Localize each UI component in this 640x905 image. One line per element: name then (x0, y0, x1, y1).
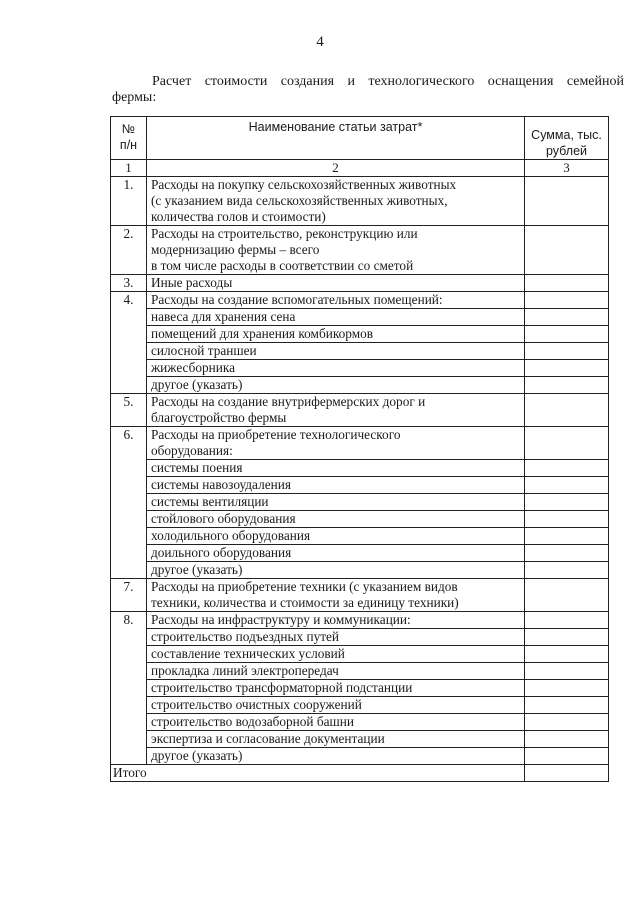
table-subrow (111, 511, 609, 528)
table-row (111, 292, 609, 309)
subrow-name: строительство водозаборной башни (147, 714, 525, 731)
row-sum-cell[interactable] (525, 579, 609, 612)
row-sum-cell[interactable] (525, 226, 609, 275)
table-subrow (111, 562, 609, 579)
subrow-name: системы вентиляции (147, 494, 525, 511)
index-cell-2: 2 (147, 160, 525, 177)
row-name-line: благоустройство фермы (151, 410, 287, 425)
subrow-name: системы навозоудаления (147, 477, 525, 494)
table-subrow (111, 748, 609, 765)
subrow-sum-cell[interactable] (525, 629, 609, 646)
subrow-sum-cell[interactable] (525, 343, 609, 360)
subrow-sum-cell[interactable] (525, 663, 609, 680)
header-name: Наименование статьи затрат* (147, 117, 525, 160)
row-sum-cell[interactable] (525, 394, 609, 427)
row-number: 6. (111, 427, 147, 579)
table-subrow (111, 663, 609, 680)
subrow-sum-cell[interactable] (525, 511, 609, 528)
subrow-name: строительство подъездных путей (147, 629, 525, 646)
table-row (111, 394, 609, 427)
subrow-sum-cell[interactable] (525, 326, 609, 343)
row-number: 7. (111, 579, 147, 612)
intro-line-2: фермы: (112, 90, 157, 105)
table-subrow (111, 731, 609, 748)
row-number: 2. (111, 226, 147, 275)
subrow-name: холодильного оборудования (147, 528, 525, 545)
row-name-line: Расходы на строительство, реконструкцию или (151, 226, 418, 241)
row-sum-cell[interactable] (525, 612, 609, 629)
table-subrow (111, 377, 609, 394)
row-name-line: техники, количества и стоимости за единицу техники) (151, 595, 459, 610)
subrow-sum-cell[interactable] (525, 377, 609, 394)
header-sum: Сумма, тыс. рублей (525, 117, 609, 160)
row-name (147, 394, 525, 427)
total-label: Итого (111, 765, 525, 782)
subrow-name: помещений для хранения комбикормов (147, 326, 525, 343)
row-name-line: в том числе расходы в соответствии со сметой (151, 258, 414, 273)
subrow-sum-cell[interactable] (525, 528, 609, 545)
row-name-line: Расходы на инфраструктуру и коммуникации: (151, 612, 411, 627)
row-name (147, 292, 525, 309)
row-sum-cell[interactable] (525, 427, 609, 460)
row-sum-cell[interactable] (525, 275, 609, 292)
table-subrow (111, 343, 609, 360)
row-number: 5. (111, 394, 147, 427)
table-subrow (111, 309, 609, 326)
subrow-sum-cell[interactable] (525, 731, 609, 748)
row-name (147, 427, 525, 460)
row-name (147, 177, 525, 226)
subrow-sum-cell[interactable] (525, 646, 609, 663)
table-subrow (111, 629, 609, 646)
total-row (111, 765, 609, 782)
total-sum-cell[interactable] (525, 765, 609, 782)
table-subrow (111, 477, 609, 494)
row-number: 1. (111, 177, 147, 226)
subrow-sum-cell[interactable] (525, 562, 609, 579)
table-subrow (111, 326, 609, 343)
subrow-name: строительство очистных сооружений (147, 697, 525, 714)
subrow-sum-cell[interactable] (525, 460, 609, 477)
table-subrow (111, 646, 609, 663)
intro-text (112, 74, 624, 106)
table-index-row (111, 160, 609, 177)
subrow-name: доильного оборудования (147, 545, 525, 562)
table-subrow (111, 545, 609, 562)
row-name-line: модернизацию фермы – всего (151, 242, 320, 257)
subrow-sum-cell[interactable] (525, 714, 609, 731)
subrow-name: другое (указать) (147, 748, 525, 765)
subrow-sum-cell[interactable] (525, 309, 609, 326)
subrow-name: составление технических условий (147, 646, 525, 663)
index-cell-1: 1 (111, 160, 147, 177)
row-sum-cell[interactable] (525, 177, 609, 226)
table-row (111, 275, 609, 292)
table-header-row (111, 117, 609, 160)
subrow-sum-cell[interactable] (525, 494, 609, 511)
subrow-name: системы поения (147, 460, 525, 477)
subrow-sum-cell[interactable] (525, 360, 609, 377)
row-name-line: оборудования: (151, 443, 233, 458)
table-subrow (111, 494, 609, 511)
row-name-line: (с указанием вида сельскохозяйственных животных, (151, 193, 448, 208)
row-name (147, 226, 525, 275)
table-subrow (111, 680, 609, 697)
subrow-sum-cell[interactable] (525, 477, 609, 494)
row-number: 4. (111, 292, 147, 394)
row-name-line: Иные расходы (151, 275, 233, 290)
row-name-line: Расходы на создание внутрифермерских дорог и (151, 394, 426, 409)
row-name (147, 612, 525, 629)
header-num: № п/н (111, 117, 147, 160)
table-subrow (111, 714, 609, 731)
subrow-name: навеса для хранения сена (147, 309, 525, 326)
page-number: 4 (316, 34, 324, 50)
cost-table (110, 116, 609, 782)
subrow-sum-cell[interactable] (525, 680, 609, 697)
subrow-name: другое (указать) (147, 377, 525, 394)
subrow-name: строительство трансформаторной подстанции (147, 680, 525, 697)
table-row (111, 427, 609, 460)
subrow-name: жижесборника (147, 360, 525, 377)
table-subrow (111, 360, 609, 377)
index-cell-3: 3 (525, 160, 609, 177)
subrow-name: стойлового оборудования (147, 511, 525, 528)
subrow-name: экспертиза и согласование документации (147, 731, 525, 748)
row-sum-cell[interactable] (525, 292, 609, 309)
row-name (147, 579, 525, 612)
row-name-line: Расходы на приобретение техники (с указанием видов (151, 579, 458, 594)
row-number: 3. (111, 275, 147, 292)
subrow-name: другое (указать) (147, 562, 525, 579)
table-row (111, 177, 609, 226)
table-subrow (111, 460, 609, 477)
row-name-line: количества голов и стоимости) (151, 209, 326, 224)
subrow-sum-cell[interactable] (525, 545, 609, 562)
row-number: 8. (111, 612, 147, 765)
table-subrow (111, 697, 609, 714)
table-row (111, 579, 609, 612)
row-name-line: Расходы на покупку сельскохозяйственных животных (151, 177, 457, 192)
table-row (111, 612, 609, 629)
intro-line-1: Расчет стоимости создания и технологического оснащения семейной (152, 74, 624, 89)
subrow-name: силосной траншеи (147, 343, 525, 360)
subrow-sum-cell[interactable] (525, 697, 609, 714)
row-name (147, 275, 525, 292)
row-name-line: Расходы на создание вспомогательных помещений: (151, 292, 443, 307)
table-subrow (111, 528, 609, 545)
subrow-name: прокладка линий электропередач (147, 663, 525, 680)
table-row (111, 226, 609, 275)
row-name-line: Расходы на приобретение технологического (151, 427, 401, 442)
subrow-sum-cell[interactable] (525, 748, 609, 765)
